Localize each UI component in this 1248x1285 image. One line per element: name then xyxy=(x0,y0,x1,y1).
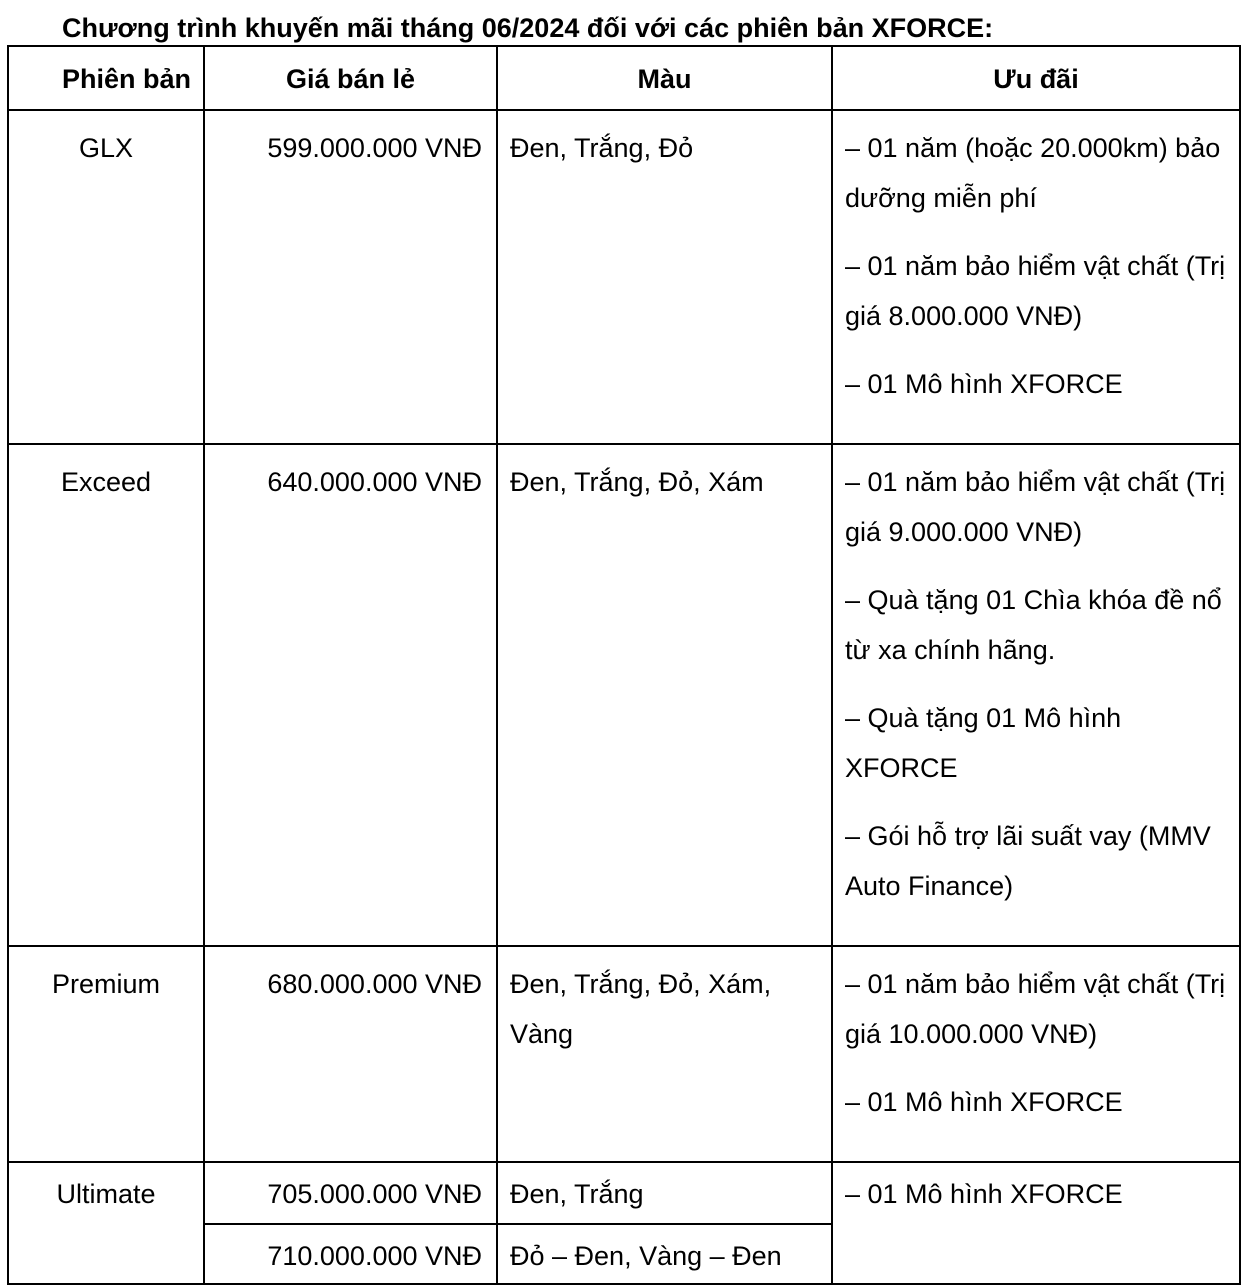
color-cell: Đen, Trắng, Đỏ, Xám xyxy=(497,444,832,946)
offer-item: – Gói hỗ trợ lãi suất vay (MMV Auto Finance) xyxy=(845,821,1211,901)
color-cell: Đen, Trắng, Đỏ, Xám, Vàng xyxy=(497,946,832,1162)
price-cell: 710.000.000 VNĐ xyxy=(204,1224,497,1284)
color-cell: Đen, Trắng xyxy=(497,1162,832,1224)
offer-item: – 01 Mô hình XFORCE xyxy=(845,1087,1123,1117)
table-row xyxy=(8,946,1240,1162)
version-cell: Premium xyxy=(8,946,204,1162)
color-cell: Đỏ – Đen, Vàng – Đen xyxy=(497,1224,832,1284)
offer-item: – Quà tặng 01 Chìa khóa đề nổ từ xa chính hãng. xyxy=(845,585,1222,665)
offer-cell xyxy=(832,946,1240,1162)
offer-item: – 01 năm (hoặc 20.000km) bảo dưỡng miễn phí xyxy=(845,133,1221,213)
offer-cell xyxy=(832,444,1240,946)
version-cell: Exceed xyxy=(8,444,204,946)
price-cell: 705.000.000 VNĐ xyxy=(204,1162,497,1224)
color-cell: Đen, Trắng, Đỏ xyxy=(497,110,832,444)
header-version: Phiên bản xyxy=(8,46,204,110)
price-cell: 640.000.000 VNĐ xyxy=(204,444,497,946)
header-price: Giá bán lẻ xyxy=(204,46,497,110)
version-cell: GLX xyxy=(8,110,204,444)
table-row xyxy=(8,1162,1240,1224)
price-cell: 680.000.000 VNĐ xyxy=(204,946,497,1162)
offer-item: – 01 Mô hình XFORCE xyxy=(845,1179,1123,1209)
offer-item: – 01 năm bảo hiểm vật chất (Trị giá 8.000.000 VNĐ) xyxy=(845,251,1226,331)
offer-item: – 01 năm bảo hiểm vật chất (Trị giá 10.000.000 VNĐ) xyxy=(845,969,1226,1049)
offer-item: – 01 Mô hình XFORCE xyxy=(845,369,1123,399)
header-color: Màu xyxy=(497,46,832,110)
table-row xyxy=(8,110,1240,444)
offer-item: – Quà tặng 01 Mô hình XFORCE xyxy=(845,703,1122,783)
offer-cell xyxy=(832,110,1240,444)
table-row xyxy=(8,444,1240,946)
version-cell: Ultimate xyxy=(8,1162,204,1284)
page-title: Chương trình khuyến mãi tháng 06/2024 đối với các phiên bản XFORCE: xyxy=(62,13,994,43)
price-cell: 599.000.000 VNĐ xyxy=(204,110,497,444)
promotion-table xyxy=(7,45,1241,1285)
table-header-row xyxy=(8,46,1240,110)
offer-item: – 01 năm bảo hiểm vật chất (Trị giá 9.000.000 VNĐ) xyxy=(845,467,1226,547)
offer-cell xyxy=(832,1162,1240,1284)
header-offer: Ưu đãi xyxy=(832,46,1240,110)
